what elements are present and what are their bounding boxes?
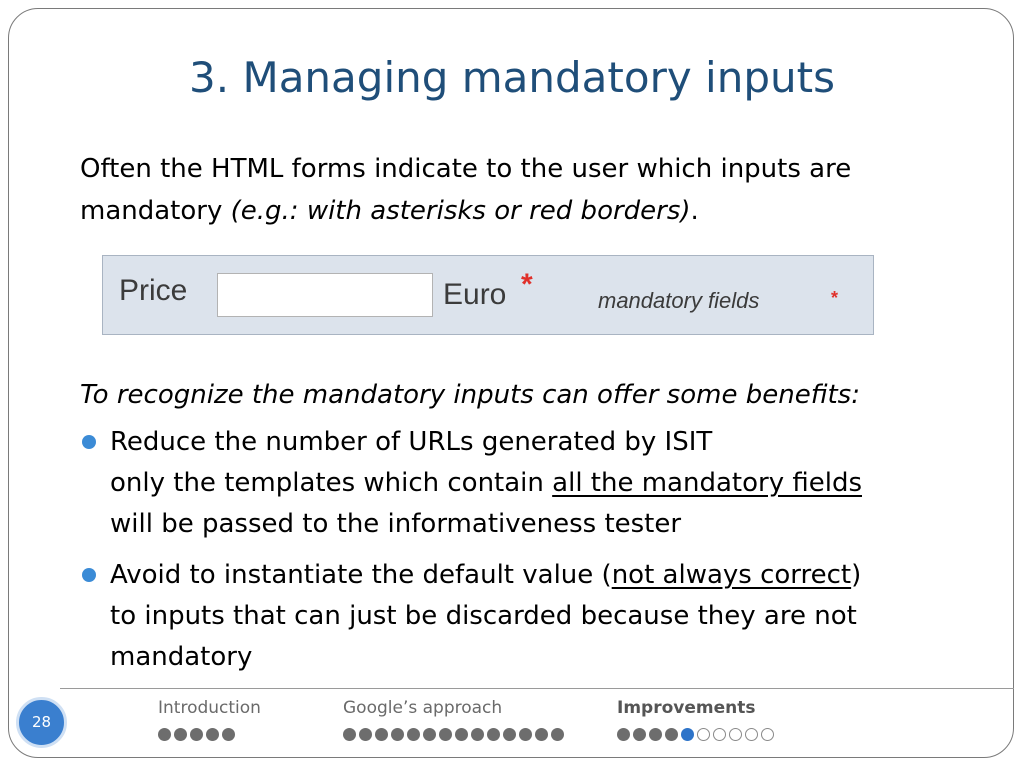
nav-progress-dots[interactable] — [158, 728, 261, 741]
nav-section-label[interactable]: Google’s approach — [343, 698, 503, 718]
bullet-2-line-2: to inputs that can just be discarded because they are not — [110, 601, 857, 631]
bullet-1-emphasis: all the mandatory fields — [552, 468, 862, 498]
page-number-badge: 28 — [16, 697, 67, 748]
bullet-2-emphasis: not always correct — [611, 560, 852, 590]
intro-line-2-text: mandatory — [80, 196, 231, 226]
nav-section-introduction[interactable] — [158, 697, 261, 741]
nav-slide-dot[interactable] — [439, 728, 452, 741]
intro-paragraph — [80, 148, 930, 232]
footer-divider — [60, 688, 1014, 689]
nav-slide-dot[interactable] — [503, 728, 516, 741]
nav-slide-dot[interactable] — [206, 728, 219, 741]
bullet-icon — [82, 435, 96, 449]
nav-slide-dot[interactable] — [649, 728, 662, 741]
bullet-1-line-1: Reduce the number of URLs generated by ISIT — [110, 427, 713, 457]
benefits-list — [80, 422, 940, 688]
nav-slide-dot[interactable] — [761, 728, 774, 741]
bullet-2-line-1-text: Avoid to instantiate the default value ( — [110, 560, 612, 590]
nav-slide-dot[interactable] — [375, 728, 388, 741]
bullet-icon — [82, 568, 96, 582]
bullet-2-line-1-end: ) — [851, 560, 862, 590]
nav-section-googles-approach[interactable] — [343, 697, 564, 741]
intro-line-2 — [80, 190, 930, 232]
bullet-1-line-2 — [110, 463, 940, 504]
euro-label: Euro — [443, 278, 507, 311]
nav-slide-dot[interactable] — [343, 728, 356, 741]
nav-slide-dot[interactable] — [551, 728, 564, 741]
nav-slide-dot[interactable] — [222, 728, 235, 741]
bullet-2-line-1 — [110, 555, 940, 596]
nav-slide-dot[interactable] — [633, 728, 646, 741]
nav-slide-dot[interactable] — [519, 728, 532, 741]
note-asterisk: * — [831, 288, 839, 308]
nav-section-improvements[interactable] — [617, 697, 774, 741]
nav-slide-dot[interactable] — [697, 728, 710, 741]
nav-progress-dots[interactable] — [343, 728, 564, 741]
intro-line-1: Often the HTML forms indicate to the user which inputs are — [80, 154, 852, 184]
form-example-image — [102, 255, 874, 335]
bullet-1-line-2-text: only the templates which contain — [110, 468, 553, 498]
nav-section-label[interactable]: Introduction — [158, 698, 261, 718]
nav-slide-dot[interactable] — [174, 728, 187, 741]
nav-progress-dots[interactable] — [617, 728, 774, 741]
intro-line-2-example: (e.g.: with asterisks or red borders) — [230, 196, 691, 226]
intro-line-2-period: . — [690, 196, 699, 226]
nav-slide-dot[interactable] — [745, 728, 758, 741]
nav-slide-dot[interactable] — [665, 728, 678, 741]
list-item — [80, 555, 940, 678]
price-label: Price — [119, 274, 188, 307]
nav-slide-dot[interactable] — [359, 728, 372, 741]
slide-title: 3. Managing mandatory inputs — [189, 53, 835, 102]
nav-slide-dot[interactable] — [190, 728, 203, 741]
nav-slide-dot[interactable] — [713, 728, 726, 741]
nav-slide-dot[interactable] — [455, 728, 468, 741]
required-asterisk: * — [521, 268, 533, 301]
benefits-intro: To recognize the mandatory inputs can offer some benefits: — [80, 380, 860, 410]
nav-slide-dot[interactable] — [487, 728, 500, 741]
nav-slide-dot[interactable] — [681, 728, 694, 741]
list-item — [80, 422, 940, 545]
nav-slide-dot[interactable] — [729, 728, 742, 741]
nav-section-label[interactable]: Improvements — [617, 698, 756, 718]
nav-slide-dot[interactable] — [391, 728, 404, 741]
price-input[interactable] — [217, 273, 433, 317]
nav-slide-dot[interactable] — [617, 728, 630, 741]
bullet-2-line-3: mandatory — [110, 642, 253, 672]
nav-slide-dot[interactable] — [535, 728, 548, 741]
nav-slide-dot[interactable] — [158, 728, 171, 741]
mandatory-fields-note: mandatory fields — [598, 288, 760, 313]
bullet-1-line-3: will be passed to the informativeness tester — [110, 509, 682, 539]
nav-slide-dot[interactable] — [423, 728, 436, 741]
nav-slide-dot[interactable] — [407, 728, 420, 741]
nav-slide-dot[interactable] — [471, 728, 484, 741]
